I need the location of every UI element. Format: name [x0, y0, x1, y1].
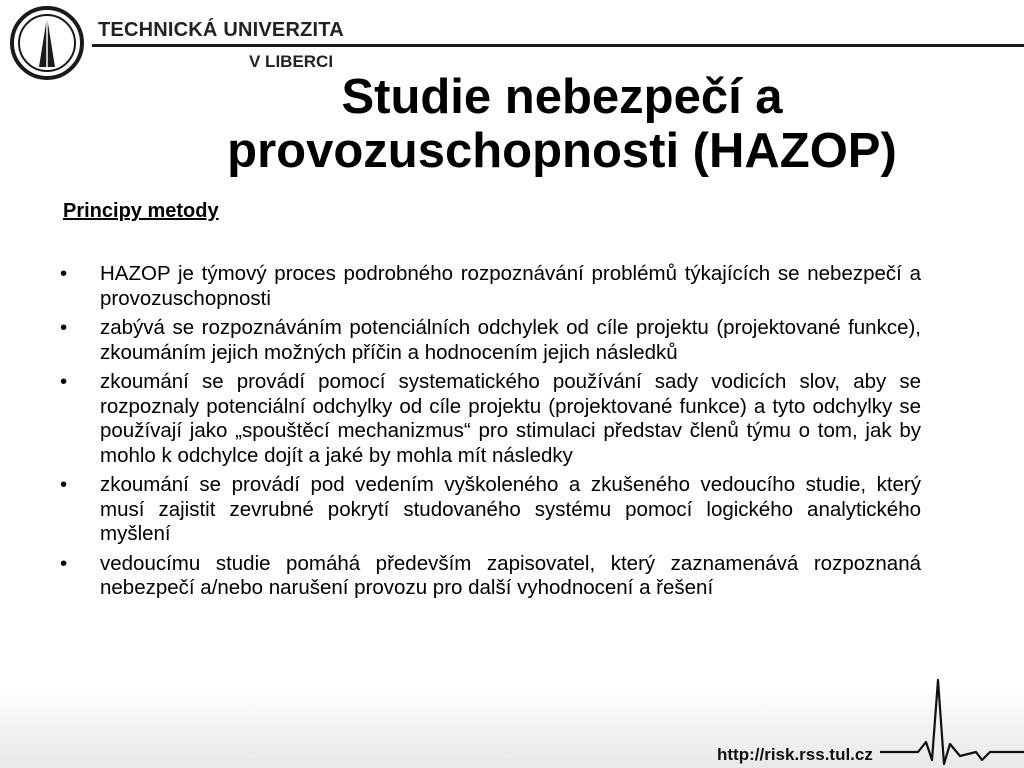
slide-title-line2: provozuschopnosti (HAZOP)	[227, 124, 897, 178]
slide-title	[90, 70, 1024, 178]
list-item	[58, 370, 921, 468]
bullet-icon: •	[60, 370, 68, 393]
university-name-line2: V LIBERCI	[249, 52, 334, 71]
ecg-wave-icon	[880, 660, 1024, 768]
bullet-text: HAZOP je týmový proces podrobného rozpoznávání problémů týkajících se nebezpečí a provozuschopnosti	[100, 262, 921, 310]
bullet-icon: •	[60, 473, 68, 496]
tul-logo-icon	[9, 5, 85, 81]
bullet-text: zkoumání se provádí pomocí systematického používání sady vodicích slov, aby se rozpoznaly potenciální odchylky od cíle projektu (projektované funkce) a tyto odchylky se používají jako „spouštěcí mechanizmus“ pro stimulaci představ členů týmu o tom, jak by mohlo k odchylce dojít a jaké by mohla mít následky	[100, 370, 921, 467]
bullet-text: vedoucímu studie pomáhá především zapisovatel, který zaznamenává rozpoznaná nebezpečí a/nebo narušení provozu pro další vyhodnocení a řešení	[100, 551, 921, 599]
bullet-icon: •	[60, 316, 68, 339]
list-item	[58, 316, 921, 365]
section-heading: Principy metody	[63, 200, 219, 222]
list-item	[58, 552, 921, 601]
university-name-line1: TECHNICKÁ UNIVERZITA	[98, 19, 344, 41]
header-rule	[92, 44, 1024, 47]
footer-url: http://risk.rss.tul.cz	[717, 745, 873, 764]
bullet-text: zkoumání se provádí pod vedením vyškoleného a zkušeného vedoucího studie, který musí zajistit zevrubné pokrytí studovaného systému pomocí logického analytického myšlení	[100, 473, 921, 545]
bullet-icon: •	[60, 262, 68, 285]
bullet-text: zabývá se rozpoznáváním potenciálních odchylek od cíle projektu (projektované funkce), zkoumáním jejich možných příčin a hodnocením jejich následků	[100, 316, 921, 364]
list-item	[58, 473, 921, 547]
list-item	[58, 262, 921, 311]
bullet-icon: •	[60, 551, 68, 575]
slide-title-line1: Studie nebezpečí a	[341, 70, 783, 124]
bullet-list	[58, 262, 921, 606]
